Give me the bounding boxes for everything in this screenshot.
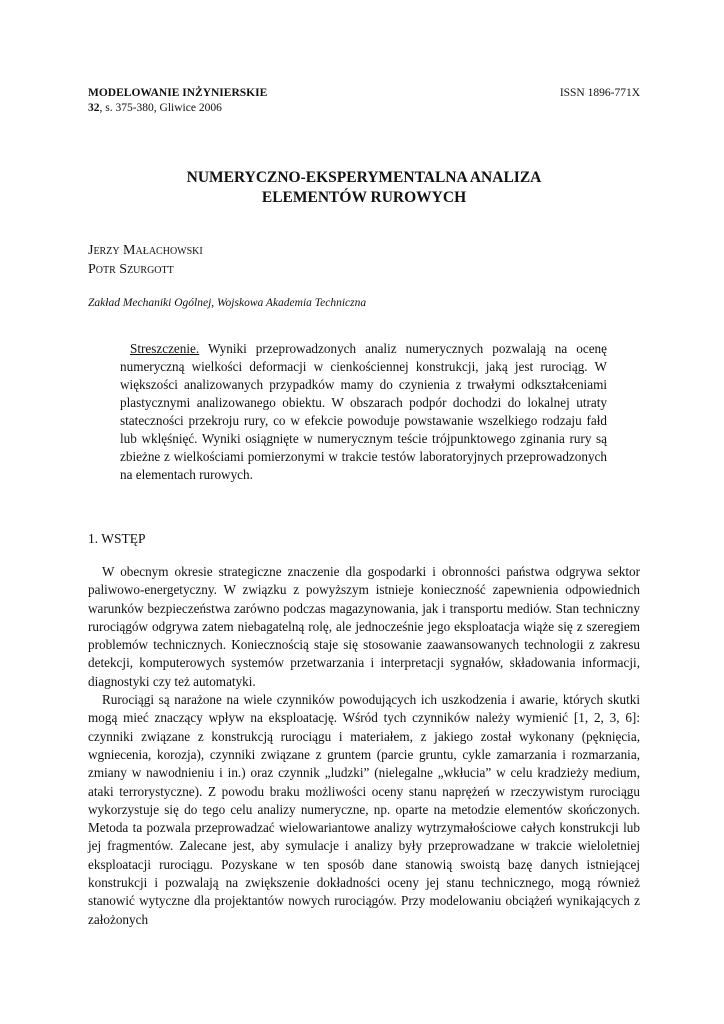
abstract-text: Wyniki przeprowadzonych analiz numerycznych pozwalają na ocenę numeryczną wielkości deformacji w cienkościennej konstrukcji, jaką jest rurociąg. W większości analizowanych przypadków mamy do czynienia z trwałymi odkształceniami plastycznymi analizowanego obiektu. W obszarach podpór dochodzi do lokalnej utraty stateczności przekroju rury, co w efekcie powoduje powstawanie wszelkiego rodzaju fałd lub wklęśnięć. Wyniki osiągnięte w numerycznym teście trójpunktowego zginania rury są zbieżne z wielkościami pomierzonymi w trakcie testów laboratoryjnych przeprowadzonych na elementach rurowych. <box>120 341 607 482</box>
title-line-2: ELEMENTÓW RUROWYCH <box>261 189 467 206</box>
author-2: Potr Szurgott <box>88 262 174 277</box>
volume-info <box>88 101 640 116</box>
title-line-1: NUMERYCZNO-EKSPERYMENTALNA ANALIZA <box>186 169 542 186</box>
abstract-label: Streszczenie. <box>130 341 200 356</box>
pages-info: , s. 375-380, Gliwice 2006 <box>99 102 222 114</box>
section-body <box>88 563 640 929</box>
paragraph-2: Rurociągi są narażone na wiele czynników powodujących ich uszkodzenia i awarie, których skutki mogą mieć znaczący wpływ na eksploatację. Wśród tych czynników należy wymienić [1, 2, 3, 6]: czynniki związane z konstrukcją rurociągu i materiałem, z jakiego został wykonany (pęknięcia, wgniecenia, korozja), czynniki związane z gruntem (parcie gruntu, cykle zamarzania i rozmarzania, zmiany w nawodnieniu i in.) oraz czynnik „ludzki” (nielegalne „wkłucia” w celu kradzieży medium, ataki terrorystyczne). Z powodu braku możliwości oceny stanu naprężeń w rzeczywistym rurociągu wykorzystuje się do tego celu analizy numeryczne, np. oparte na metodzie elementów skończonych. Metoda ta pozwala przeprowadzać wielowariantowe analizy wytrzymałościowe całych konstrukcji lub jej fragmentów. Zalecane jest, aby symulacje i analizy były przeprowadzane w trakcie wieloletniej eksploatacji rurociągu. Pozyskane w ten sposób dane stanowią swoistą bazę danych istniejącej konstrukcji i pozwalają na zwiększenie dokładności oceny jej stanu technicznego, mogą również stanowić wytyczne dla projektantów nowych rurociągów. Przy modelowaniu obciążeń wynikających z założonych <box>88 692 640 927</box>
issn: ISSN 1896-771X <box>559 87 640 99</box>
author-list <box>88 241 203 279</box>
affiliation: Zakład Mechaniki Ogólnej, Wojskowa Akademia Techniczna <box>88 297 367 309</box>
volume-number: 32 <box>88 102 100 114</box>
paper-title <box>88 168 640 208</box>
section-heading: 1. WSTĘP <box>88 531 146 546</box>
journal-name: MODELOWANIE INŻYNIERSKIE <box>88 87 268 99</box>
journal-header <box>88 86 640 116</box>
abstract <box>120 340 607 484</box>
author-1: Jerzy Małachowski <box>88 243 203 258</box>
paragraph-1: W obecnym okresie strategiczne znaczenie dla gospodarki i obronności państwa odgrywa sektor paliwowo-energetyczny. W związku z powyższym istnieje konieczność zapewnienia odpowiednich warunków bezpieczeństwa zarówno podczas magazynowania, jak i transportu mediów. Stan techniczny rurociągów odgrywa zatem niebagatelną rolę, ale jednocześnie jego eksploatacja wiąże się z szeregiem problemów technicznych. Koniecznością staje się stosowanie zaawansowanych technologii z zakresu detekcji, komputerowych systemów przetwarzania i interpretacji sygnałów, składowania informacji, diagnostyki czy też automatyki. <box>88 564 640 689</box>
